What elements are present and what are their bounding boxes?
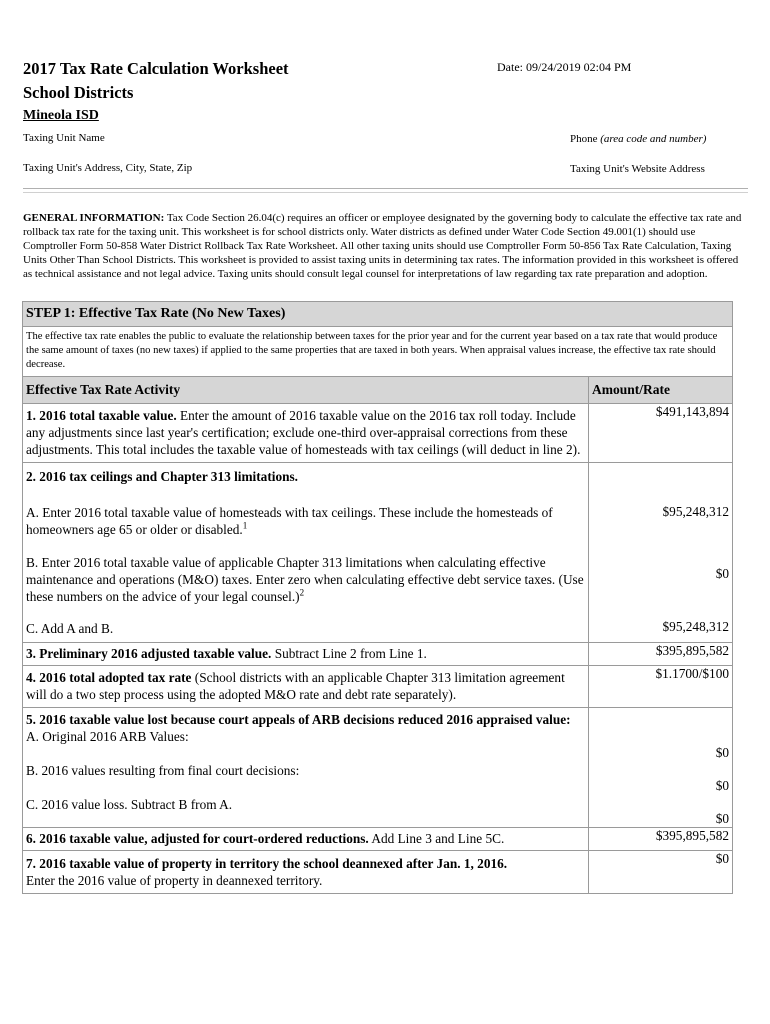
line2b-text-wrap — [26, 554, 585, 605]
taxing-unit-name-label: Taxing Unit Name — [23, 132, 105, 144]
general-information — [23, 211, 743, 281]
line2a-text: A. Enter 2016 total taxable value of homesteads with tax ceilings. These include the homesteads of homeowners age 65 or older or disabled. — [26, 505, 553, 537]
step1-description: The effective tax rate enables the public to evaluate the relationship between taxes for the prior year and for the current year based on a tax rate that would produce the same amount of taxes (no new taxes) if applied to the same properties that are taxed in both years. When appraisal values increase, the effective tax rate should decrease. — [23, 327, 733, 377]
title-line-2: School Districts — [23, 83, 134, 102]
column-header-row — [23, 377, 733, 404]
line5-amounts — [589, 708, 733, 828]
document-title — [23, 57, 289, 105]
line2a-footnote: 1 — [242, 520, 248, 531]
line6-label: 6. 2016 taxable value, adjusted for court-ordered reductions. — [26, 831, 369, 846]
header-divider-2 — [23, 192, 748, 193]
general-info-text: Tax Code Section 26.04(c) requires an officer or employee designated by the governing body to calculate the effective tax rate and rollback tax rate for the taxing unit. This worksheet is for school districts only. Water districts as defined under Water Code Section 49.001(1) should use Comptroller Form 50-858 Water District Rollback Tax Rate Worksheet. All other taxing units should use Comptroller Form 50-856 Tax Rate Calculation, Taxing Units Other Than School Districts. This worksheet is provided to assist taxing units in determining tax rates. The information provided in this worksheet is offered as technical assistance and not legal advice. Taxing units should consult legal counsel for interpretations of law regarding tax rate preparation and adoption. — [23, 212, 742, 281]
line6-text: Add Line 3 and Line 5C. — [368, 831, 505, 846]
table-row — [23, 828, 733, 851]
line7-label: 7. 2016 taxable value of property in territory the school deannexed after Jan. 1, 2016. — [26, 856, 508, 871]
line1-text: Enter the amount of 2016 taxable value on the 2016 tax roll today. Include any adjustments since last year's certification; exclude one-third over-appraisal corrections from these adjustments. This total includes the taxable value of homesteads with tax ceilings (will deduct in line 2). — [26, 408, 581, 457]
line1-description — [23, 404, 589, 463]
table-row — [23, 463, 733, 643]
line7-description — [23, 851, 589, 894]
line7-text: Enter the 2016 value of property in deannexed territory. — [26, 873, 323, 888]
district-name: Mineola ISD — [23, 108, 99, 123]
line2b-amount: $0 — [715, 566, 729, 581]
step1-heading: STEP 1: Effective Tax Rate (No New Taxes) — [23, 302, 733, 327]
line5-label: 5. 2016 taxable value lost because court appeals of ARB decisions reduced 2016 appraised value: — [26, 712, 571, 727]
line3-description — [23, 643, 589, 666]
line1-label: 1. 2016 total taxable value. — [26, 408, 177, 423]
line2b-text: B. Enter 2016 total taxable value of applicable Chapter 313 limitations when calculating effective maintenance and operations (M&O) taxes. Enter zero when calculating effective debt service taxes. (Use these numbers on the advice of your legal counsel.) — [26, 555, 584, 604]
line3-label: 3. Preliminary 2016 adjusted taxable value. — [26, 646, 272, 661]
line5c-text: C. 2016 value loss. Subtract B from A. — [26, 797, 233, 812]
line5a-text: A. Original 2016 ARB Values: — [26, 729, 189, 744]
website-label: Taxing Unit's Website Address — [570, 163, 705, 175]
step-heading-row — [23, 302, 733, 327]
line2-label: 2. 2016 tax ceilings and Chapter 313 limitations. — [26, 469, 298, 484]
header-divider — [23, 188, 748, 189]
title-line-1: 2017 Tax Rate Calculation Worksheet — [23, 59, 289, 78]
report-date: Date: 09/24/2019 02:04 PM — [497, 60, 632, 74]
phone-prefix: Phone — [570, 133, 601, 145]
line3-amount: $395,895,582 — [589, 643, 733, 666]
line5b-amount: $0 — [715, 778, 729, 793]
line4-text: (School districts with an applicable Chapter 313 limitation agreement will do a two step process using the adopted M&O rate and debt rate separately). — [26, 670, 565, 702]
line4-amount: $1.1700/$100 — [589, 666, 733, 708]
table-row — [23, 851, 733, 894]
line5b-text: B. 2016 values resulting from final court decisions: — [26, 763, 300, 778]
line2-description — [23, 463, 589, 643]
line2a-amount: $95,248,312 — [662, 504, 729, 519]
phone-hint: (area code and number) — [600, 133, 707, 145]
line5a-amount: $0 — [715, 745, 729, 760]
address-label: Taxing Unit's Address, City, State, Zip — [23, 162, 193, 174]
col-amount-header: Amount/Rate — [589, 377, 733, 404]
table-row — [23, 708, 733, 828]
line1-amount: $491,143,894 — [589, 404, 733, 463]
step-description-row — [23, 327, 733, 377]
line3-text: Subtract Line 2 from Line 1. — [271, 646, 427, 661]
line2-amounts — [589, 463, 733, 643]
line5-description — [23, 708, 589, 828]
line6-amount: $395,895,582 — [589, 828, 733, 851]
line4-description — [23, 666, 589, 708]
line2a-text-wrap — [26, 504, 585, 538]
line6-description — [23, 828, 589, 851]
phone-label — [570, 133, 706, 145]
line2c-amount: $95,248,312 — [662, 619, 729, 634]
line2c-text: C. Add A and B. — [26, 621, 114, 636]
col-activity-header: Effective Tax Rate Activity — [23, 377, 589, 404]
line7-amount: $0 — [589, 851, 733, 894]
table-row — [23, 666, 733, 708]
table-row — [23, 643, 733, 666]
line2b-footnote: 2 — [299, 587, 305, 598]
general-info-label: GENERAL INFORMATION: — [23, 212, 165, 224]
line5c-amount: $0 — [715, 811, 729, 826]
table-row — [23, 404, 733, 463]
worksheet-table — [22, 301, 733, 894]
line4-label: 4. 2016 total adopted tax rate — [26, 670, 192, 685]
